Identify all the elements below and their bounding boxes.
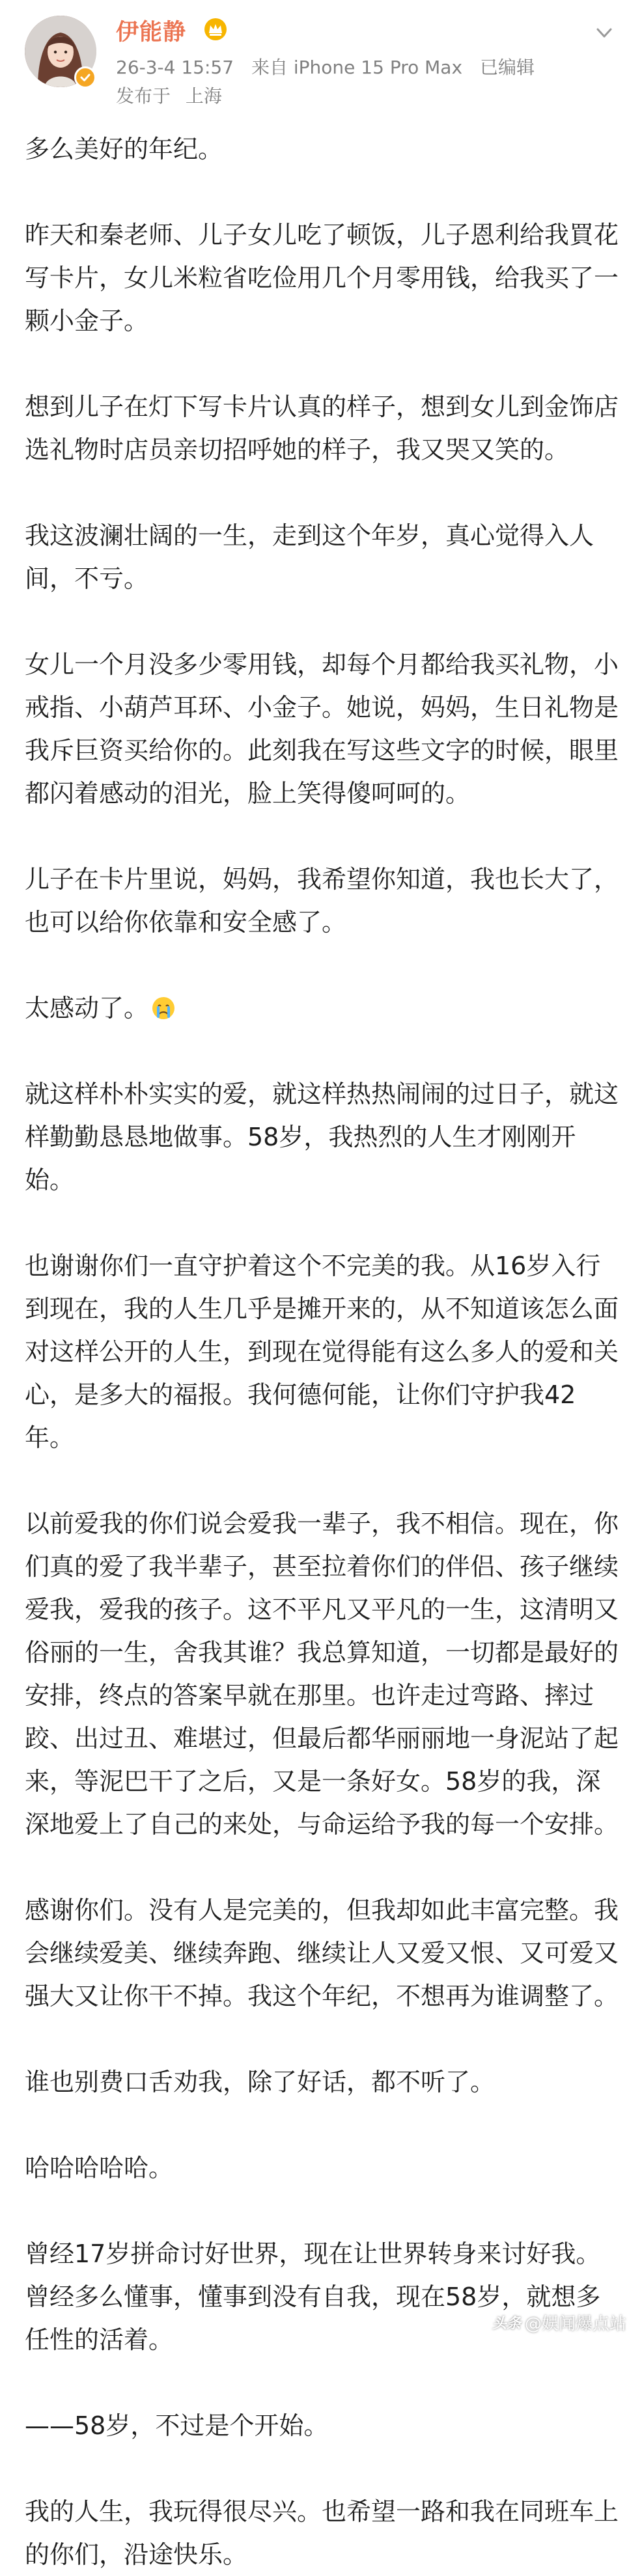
published-label: 发布于 bbox=[116, 85, 171, 107]
post-body bbox=[25, 128, 619, 2576]
crying-face-icon bbox=[151, 991, 176, 1015]
post-paragraph: 曾经17岁拼命讨好世界，现在让世界转身来讨好我。曾经多么懂事，懂事到没有自我，现在58岁，就想多任性的活着。 bbox=[25, 2240, 601, 2354]
post-paragraph-text: 太感动了。 bbox=[25, 994, 149, 1022]
post-timestamp[interactable]: 26-3-4 15:57 bbox=[116, 57, 234, 78]
watermark bbox=[492, 2309, 626, 2335]
post-location-line bbox=[116, 82, 231, 108]
post-paragraph: 昨天和秦老师、儿子女儿吃了顿饭，儿子恩利给我買花写卡片，女儿米粒省吃俭用几个月零用钱，给我买了一颗小金子。 bbox=[25, 221, 619, 335]
avatar[interactable] bbox=[25, 16, 96, 87]
post-paragraph: 感谢你们。没有人是完美的，但我却如此丰富完整。我会继续爱美、继续奔跑、继续让人又爱又恨、又可爱又强大又让你干不掉。我这个年纪，不想再为谁调整了。 bbox=[25, 1896, 619, 2010]
post-meta-line bbox=[116, 53, 546, 79]
watermark-logo: 头条 bbox=[492, 2315, 521, 2332]
post-paragraph: 就这样朴朴实实的爱，就这样热热闹闹的过日子，就这样勤勤恳恳地做事。58岁，我热烈的人生才刚刚开始。 bbox=[25, 1080, 619, 1194]
post-paragraph: 想到儿子在灯下写卡片认真的样子，想到女儿到金饰店选礼物时店员亲切招呼她的样子，我又哭又笑的。 bbox=[25, 392, 619, 464]
post-header bbox=[0, 0, 642, 124]
edited-label[interactable]: 已编辑 bbox=[479, 57, 535, 78]
crown-icon[interactable] bbox=[203, 17, 228, 42]
post-paragraph: 女儿一个月没多少零用钱，却每个月都给我买礼物，小戒指、小葫芦耳环、小金子。她说，妈妈，生日礼物是我斥巨资买给你的。此刻我在写这些文字的时候，眼里都闪着感动的泪光，脸上笑得傻呵呵的。 bbox=[25, 650, 619, 808]
username-link[interactable]: 伊能静 bbox=[116, 20, 187, 46]
post-paragraph-with-emoji bbox=[25, 987, 619, 1030]
watermark-text: @娱闻爆点站 bbox=[524, 2314, 626, 2334]
post-paragraph: 哈哈哈哈哈。 bbox=[25, 2154, 174, 2182]
post-paragraph: 也谢谢你们一直守护着这个不完美的我。从16岁入行到现在，我的人生几乎是摊开来的，从不知道该怎么面对这样公开的人生，到现在觉得能有这么多人的爱和关心，是多大的福报。我何德何能，让你们守护我42年。 bbox=[25, 1252, 619, 1452]
post-paragraph: 我的人生，我玩得很尽兴。也希望一路和我在同班车上的你们，沿途快乐。 bbox=[25, 2497, 619, 2569]
post-paragraph: 以前爱我的你们说会爱我一辈子，我不相信。现在，你们真的爱了我半辈子，甚至拉着你们的伴侣、孩子继续爱我，爱我的孩子。这不平凡又平凡的一生，这清明又俗丽的一生，舍我其谁？我总算知道，一切都是最好的安排，终点的答案早就在那里。也许走过弯路、摔过跤、出过丑、难堪过，但最后都华丽丽地一身泥站了起来，等泥巴干了之后，又是一条好女。58岁的我，深深地爱上了自己的来处，与命运给予我的每一个安排。 bbox=[25, 1509, 619, 1839]
post-paragraph: 儿子在卡片里说，妈妈，我希望你知道，我也长大了，也可以给你依靠和安全感了。 bbox=[25, 865, 619, 937]
post-paragraph: ——58岁，不过是个开始。 bbox=[25, 2411, 329, 2440]
verified-icon bbox=[74, 66, 96, 89]
chevron-down-icon[interactable] bbox=[591, 20, 617, 46]
post-paragraph: 谁也别费口舌劝我，除了好话，都不听了。 bbox=[25, 2068, 495, 2096]
post-paragraph: 我这波澜壮阔的一生，走到这个年岁，真心觉得入人间，不亏。 bbox=[25, 521, 594, 593]
post-source: 来自 iPhone 15 Pro Max bbox=[251, 57, 463, 78]
post-paragraph: 多么美好的年纪。 bbox=[25, 135, 223, 163]
post-location: 上海 bbox=[185, 85, 222, 107]
